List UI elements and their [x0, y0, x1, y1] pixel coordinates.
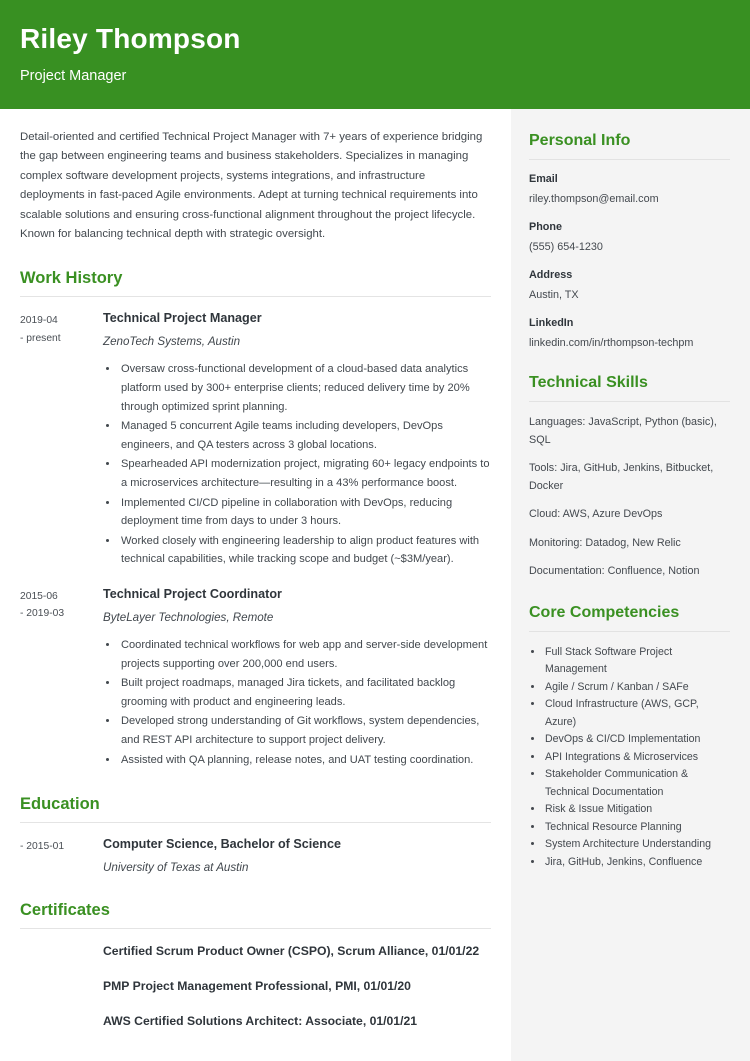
email-value[interactable]: riley.thompson@email.com: [529, 193, 659, 205]
date-end: - 2019-03: [20, 608, 65, 620]
sidebar-heading-core-competencies: Core Competencies: [529, 603, 680, 621]
skill-line: Cloud: AWS, Azure DevOps: [529, 508, 663, 520]
work-entry-body: [103, 586, 491, 770]
personal-info-field: [529, 268, 730, 303]
sidebar-divider: [529, 401, 730, 402]
resume-body: [0, 109, 750, 1061]
employer-name: ZenoTech Systems, Austin: [103, 335, 241, 349]
job-bullet: • Developed strong understanding of Git workflows, system dependencies, and REST API architecture to support project delivery.: [119, 712, 491, 749]
core-competency-item: • System Architecture Understanding: [544, 836, 730, 854]
core-competency-item: • Jira, GitHub, Jenkins, Confluence: [544, 854, 730, 872]
certificate-item: [20, 942, 491, 961]
date-end: - 2015-01: [20, 841, 65, 853]
work-entry-body: [103, 310, 491, 570]
core-competency-item: • DevOps & CI/CD Implementation: [544, 731, 730, 749]
phone-label: Phone: [529, 221, 562, 233]
core-competency-item: • Technical Resource Planning: [544, 819, 730, 837]
skill-line: Tools: Jira, GitHub, Jenkins, Bitbucket, Docker: [529, 462, 714, 492]
certificate-name: PMP Project Management Professional, PMI, 01/01/20: [103, 979, 411, 994]
job-title: Technical Project Coordinator: [103, 586, 282, 601]
work-entry: [20, 310, 491, 570]
core-competency-item: • Agile / Scrum / Kanban / SAFe: [544, 679, 730, 697]
skill-line: Monitoring: Datadog, New Relic: [529, 536, 681, 549]
core-competency-item: • Risk & Issue Mitigation: [544, 801, 730, 819]
resume-header-banner: [0, 0, 750, 109]
core-competency-item: • API Integrations & Microservices: [544, 749, 730, 767]
certificate-name: AWS Certified Solutions Architect: Associate, 01/01/21: [103, 1014, 418, 1029]
job-bullet: • Assisted with QA planning, release notes, and UAT testing coordination.: [119, 751, 491, 770]
date-start: 2015-06: [20, 590, 58, 602]
section-heading-work-history: Work History: [20, 269, 123, 288]
job-bullet-list: [103, 636, 491, 769]
employer-name: ByteLayer Technologies, Remote: [103, 610, 274, 624]
professional-summary: Detail-oriented and certified Technical Project Manager with 7+ years of experience bridging the gap between engineering teams and business stakeholders. Specializes in managing complex software development projects, systems integrations, and infrastructure deployments in fast-paced Agile environments. Adept at turning technical requirements into scalable solutions and ensuring cross-functional alignment throughout the project lifecycle. Known for balancing technical depth with strategic oversight.: [20, 131, 483, 241]
work-entry-dates: [20, 586, 103, 623]
certificate-name: Certified Scrum Product Owner (CSPO), Scrum Alliance, 01/01/22: [103, 944, 480, 959]
sidebar-column: [511, 109, 750, 1061]
job-bullet: • Oversaw cross-functional development of a cloud-based data analytics platform used by 300+ enterprise clients; reduced delivery time by 20% through optimized sprint planning.: [119, 360, 491, 416]
personal-info-field: [529, 172, 730, 207]
section-work-history: [20, 268, 491, 770]
section-heading-certificates: Certificates: [20, 901, 110, 920]
core-competency-list: [529, 644, 730, 872]
sidebar-section-core-competencies: [529, 603, 730, 872]
job-bullet: • Coordinated technical workflows for web app and server-side development projects supporting over 200,000 end users.: [119, 636, 491, 673]
main-column: [0, 109, 511, 1061]
sidebar-heading-technical-skills: Technical Skills: [529, 374, 648, 391]
section-education: [20, 794, 491, 876]
work-entry-dates: [20, 310, 103, 347]
job-title: Technical Project Manager: [103, 311, 262, 326]
education-entry-body: [103, 836, 491, 876]
date-start: 2019-04: [20, 315, 58, 327]
linkedin-label: LinkedIn: [529, 317, 574, 329]
core-competency-item: • Cloud Infrastructure (AWS, GCP, Azure): [544, 696, 730, 731]
job-bullet: • Built project roadmaps, managed Jira tickets, and facilitated backlog grooming with product and engineering leads.: [119, 674, 491, 711]
email-label: Email: [529, 173, 558, 185]
section-divider: [20, 822, 491, 823]
phone-value[interactable]: (555) 654-1230: [529, 241, 603, 253]
candidate-name: Riley Thompson: [20, 23, 241, 54]
certificate-item: [20, 1012, 491, 1031]
address-value: Austin, TX: [529, 289, 579, 301]
job-bullet-list: [103, 360, 491, 569]
core-competency-item: • Full Stack Software Project Management: [544, 644, 730, 679]
candidate-job-title: Project Manager: [20, 68, 127, 84]
date-end: - present: [20, 332, 61, 344]
section-certificates: [20, 900, 491, 1031]
job-bullet: • Worked closely with engineering leadership to align product features with technical capabilities, while tracking scope and budget (~$3M/year).: [119, 532, 491, 569]
job-bullet: • Implemented CI/CD pipeline in collaboration with DevOps, reducing deployment time from days to under 3 hours.: [119, 494, 491, 531]
skill-line: Documentation: Confluence, Notion: [529, 565, 700, 577]
section-heading-education: Education: [20, 795, 100, 814]
job-bullet: • Managed 5 concurrent Agile teams including developers, DevOps engineers, and QA testers across 3 global locations.: [119, 417, 491, 454]
education-entry-dates: [20, 836, 103, 856]
personal-info-field: [529, 220, 730, 255]
certificate-item: [20, 977, 491, 996]
sidebar-heading-personal-info: Personal Info: [529, 132, 631, 149]
sidebar-section-technical-skills: [529, 373, 730, 581]
degree-title: Computer Science, Bachelor of Science: [103, 837, 341, 852]
section-divider: [20, 296, 491, 297]
core-competency-item: • Stakeholder Communication & Technical Documentation: [544, 766, 730, 801]
sidebar-divider: [529, 631, 730, 632]
school-name: University of Texas at Austin: [103, 861, 249, 875]
sidebar-divider: [529, 159, 730, 160]
section-divider: [20, 928, 491, 929]
job-bullet: • Spearheaded API modernization project, migrating 60+ legacy endpoints to a microservices architecture—resulting in a 43% performance boost.: [119, 455, 491, 492]
skill-line: Languages: JavaScript, Python (basic), SQL: [529, 416, 717, 446]
personal-info-field: [529, 316, 730, 351]
education-entry: [20, 836, 491, 876]
certificate-list: [20, 942, 491, 1031]
sidebar-section-personal-info: [529, 131, 730, 351]
linkedin-value[interactable]: linkedin.com/in/rthompson-techpm: [529, 337, 694, 349]
address-label: Address: [529, 269, 573, 281]
work-entry: [20, 586, 491, 770]
